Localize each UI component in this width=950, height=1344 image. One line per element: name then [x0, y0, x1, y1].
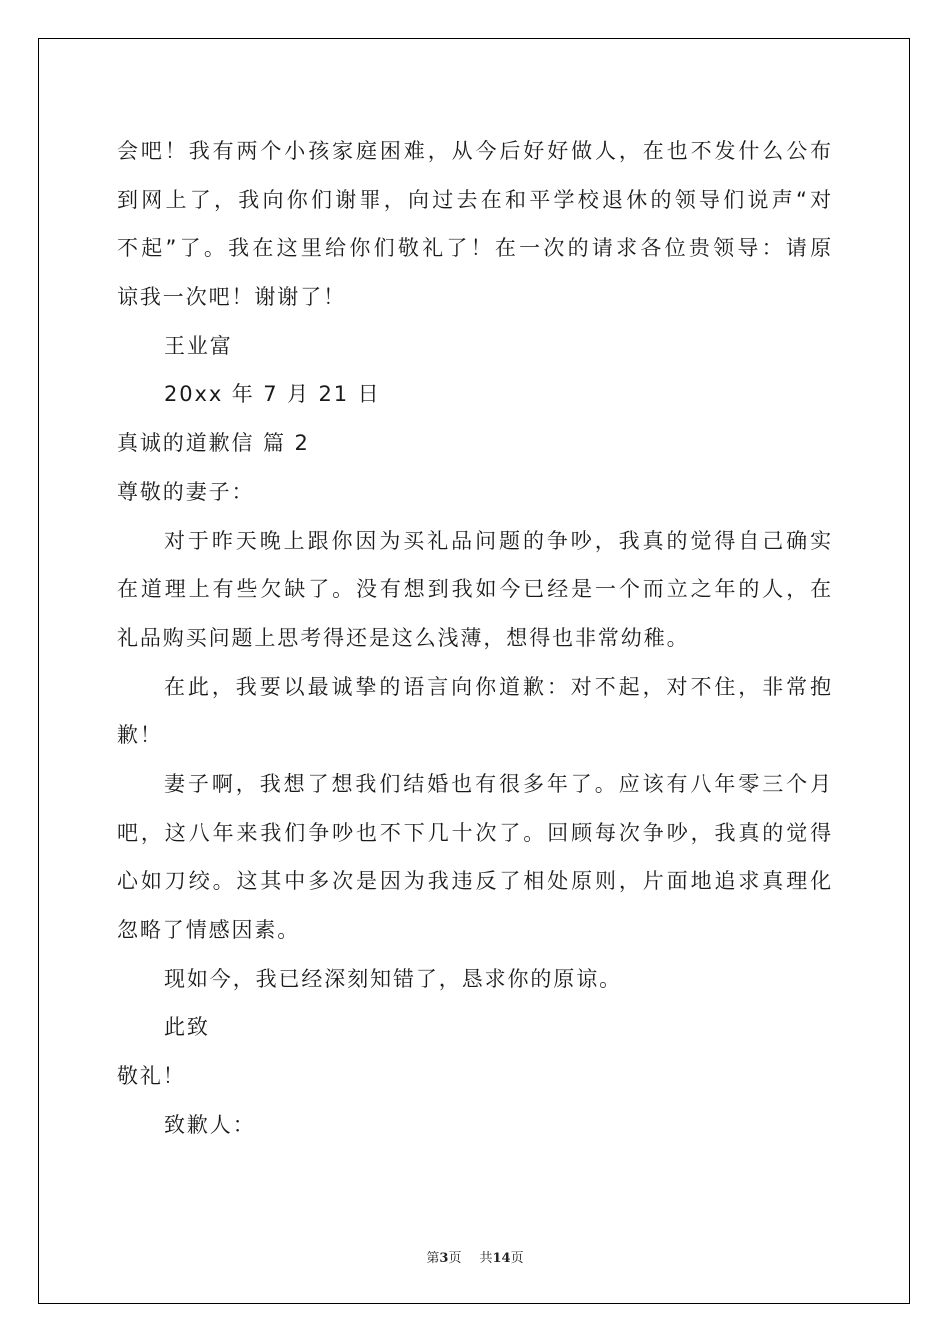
paragraph-line: 吧，这八年来我们争吵也不下几十次了。回顾每次争吵，我真的觉得: [117, 820, 833, 845]
section-heading: 真诚的道歉信 篇 2: [117, 431, 310, 456]
paragraph-line: 谅我一次吧！谢谢了！: [117, 285, 346, 310]
paragraph-line: 在此，我要以最诚挚的语言向你道歉：对不起，对不住，非常抱: [164, 674, 833, 699]
page-footer: [0, 1247, 950, 1266]
total-unit: 页: [510, 1251, 524, 1266]
paragraph-line: 礼品购买问题上思考得还是这么浅薄，想得也非常幼稚。: [117, 625, 690, 650]
signature-date: 20xx 年 7 月 21 日: [164, 382, 381, 407]
signature-label: 致歉人：: [164, 1112, 256, 1137]
page-prefix: 第: [426, 1251, 440, 1266]
paragraph-line: 到网上了，我向你们谢罪，向过去在和平学校退休的领导们说声“对: [117, 187, 833, 212]
page-current: 3: [439, 1251, 449, 1266]
paragraph-line: 妻子啊，我想了想我们结婚也有很多年了。应该有八年零三个月: [164, 771, 833, 796]
paragraph-line: 对于昨天晚上跟你因为买礼品问题的争吵，我真的觉得自己确实: [164, 528, 833, 553]
page-total: 14: [492, 1251, 511, 1266]
paragraph-line: 会吧！我有两个小孩家庭困难，从今后好好做人，在也不发什么公布: [117, 139, 833, 163]
signature-name: 王业富: [164, 333, 233, 358]
paragraph-line: 在道理上有些欠缺了。没有想到我如今已经是一个而立之年的人，在: [117, 577, 833, 602]
paragraph-line: 忽略了情感因素。: [117, 918, 301, 942]
total-prefix: 共: [479, 1251, 493, 1266]
page-unit: 页: [448, 1251, 462, 1266]
salutation: 尊敬的妻子：: [117, 479, 255, 504]
paragraph-line: 心如刀绞。这其中多次是因为我违反了相处原则，片面地追求真理化: [117, 869, 833, 894]
paragraph-line: 歉！: [117, 723, 163, 748]
paragraph-line: 现如今，我已经深刻知错了，恳求你的原谅。: [164, 966, 622, 991]
paragraph-line: 不起”了。我在这里给你们敬礼了！在一次的请求各位贵领导：请原: [117, 236, 833, 261]
closing-line: 此致: [164, 1015, 210, 1040]
document-body: [117, 127, 833, 1149]
closing-regards: 敬礼！: [117, 1064, 186, 1089]
